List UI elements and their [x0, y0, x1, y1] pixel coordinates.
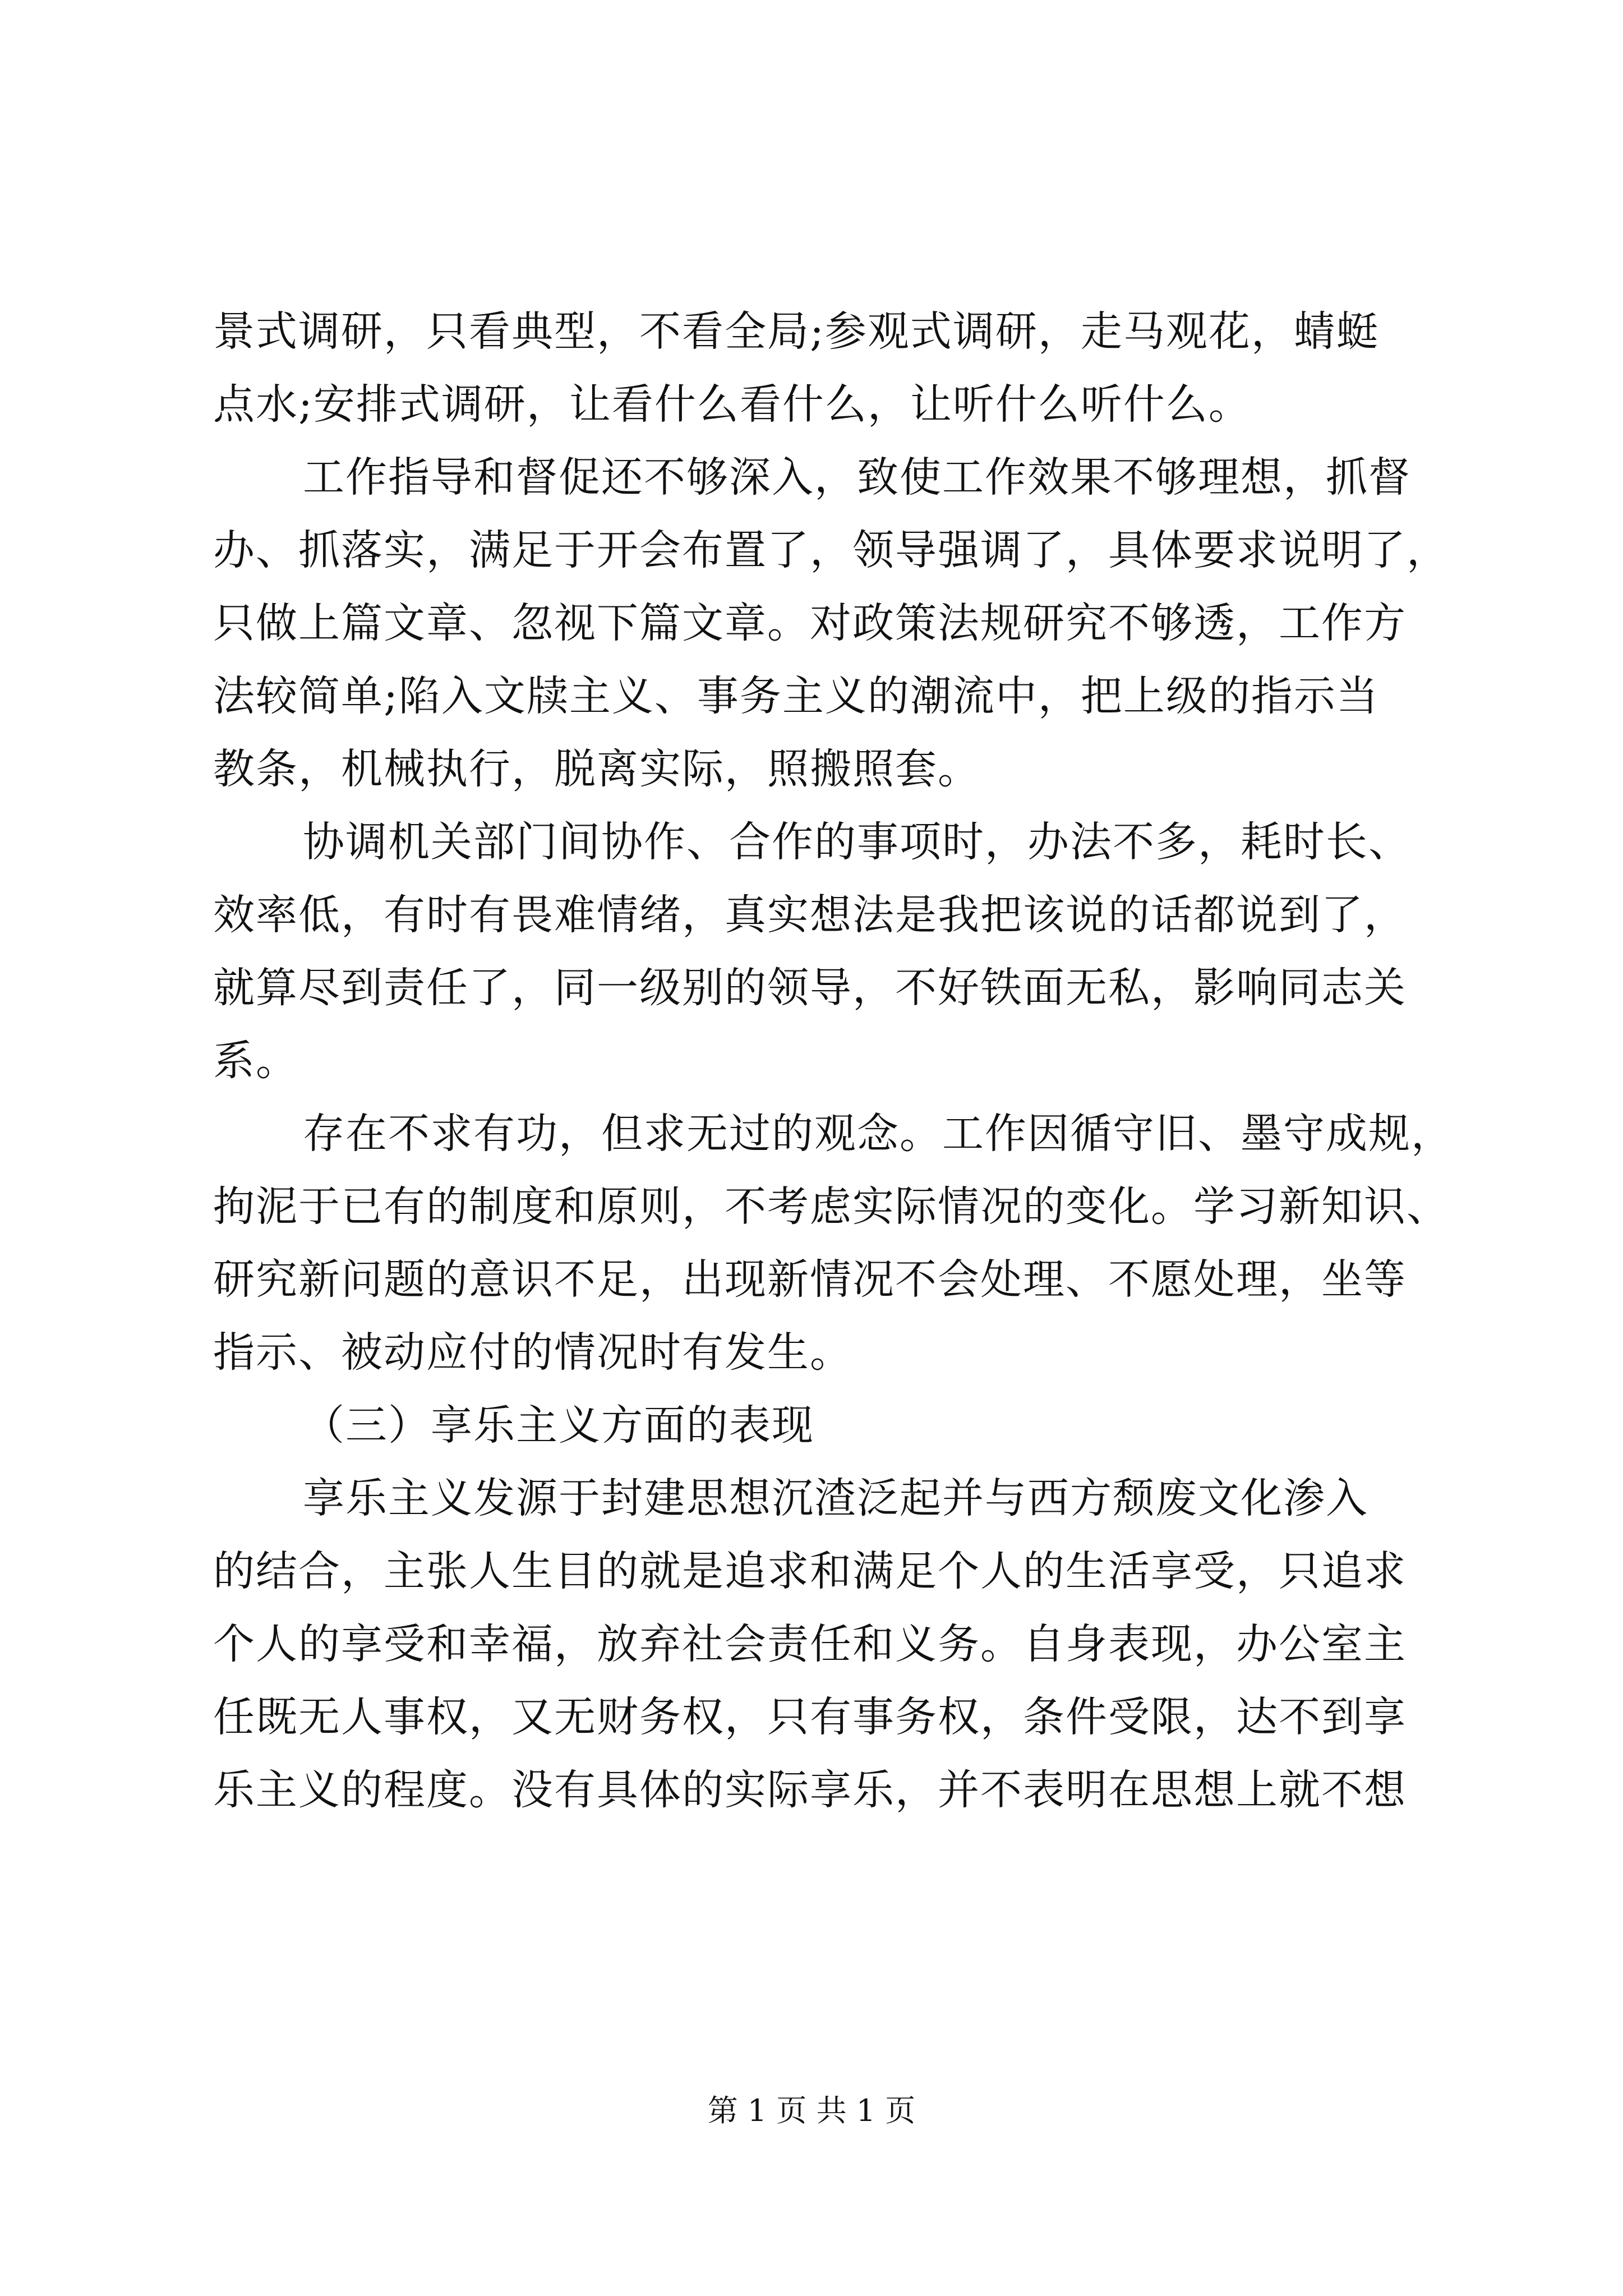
document-line: 指示、被动应付的情况时有发生。 [213, 1328, 852, 1377]
document-line: 享乐主义发源于封建思想沉渣泛起并与西方颓废文化渗入 [303, 1474, 1368, 1522]
document-line: 点水;安排式调研，让看什么看什么，让听什么听什么。 [213, 380, 1251, 429]
document-line: 个人的享受和幸福，放弃社会责任和义务。自身表现，办公室主 [213, 1620, 1407, 1668]
document-line: 景式调研，只看典型，不看全局;参观式调研，走马观花，蜻蜓 [213, 307, 1379, 356]
document-line: 系。 [213, 1037, 298, 1085]
page-footer: 第 1 页 共 1 页 [707, 2093, 916, 2128]
document-line: 的结合，主张人生目的就是追求和满足个人的生活享受，只追求 [213, 1547, 1407, 1595]
document-line: 协调机关部门间协作、合作的事项时，办法不多，耗时长、 [303, 818, 1411, 866]
document-line: 办、抓落实，满足于开会布置了，领导强调了，具体要求说明了， [213, 526, 1449, 574]
document-line: 效率低，有时有畏难情绪，真实想法是我把该说的话都说到了， [213, 891, 1407, 939]
document-line: （三）享乐主义方面的表现 [303, 1401, 814, 1450]
document-line: 教条，机械执行，脱离实际，照搬照套。 [213, 745, 980, 793]
document-line: 乐主义的程度。没有具体的实际享乐，并不表明在思想上就不想 [213, 1766, 1407, 1814]
document-line: 就算尽到责任了，同一级别的领导，不好铁面无私，影响同志关 [213, 964, 1407, 1012]
document-line: 存在不求有功，但求无过的观念。工作因循守旧、墨守成规， [303, 1110, 1454, 1158]
document-line: 工作指导和督促还不够深入，致使工作效果不够理想，抓督 [303, 453, 1411, 501]
document-line: 只做上篇文章、忽视下篇文章。对政策法规研究不够透，工作方 [213, 599, 1407, 647]
document-line: 拘泥于已有的制度和原则，不考虑实际情况的变化。学习新知识、 [213, 1182, 1449, 1231]
document-line: 研究新问题的意识不足，出现新情况不会处理、不愿处理，坐等 [213, 1255, 1407, 1304]
document-line: 任既无人事权，又无财务权，只有事务权，条件受限，达不到享 [213, 1693, 1407, 1741]
document-line: 法较简单;陷入文牍主义、事务主义的潮流中，把上级的指示当 [213, 672, 1379, 720]
